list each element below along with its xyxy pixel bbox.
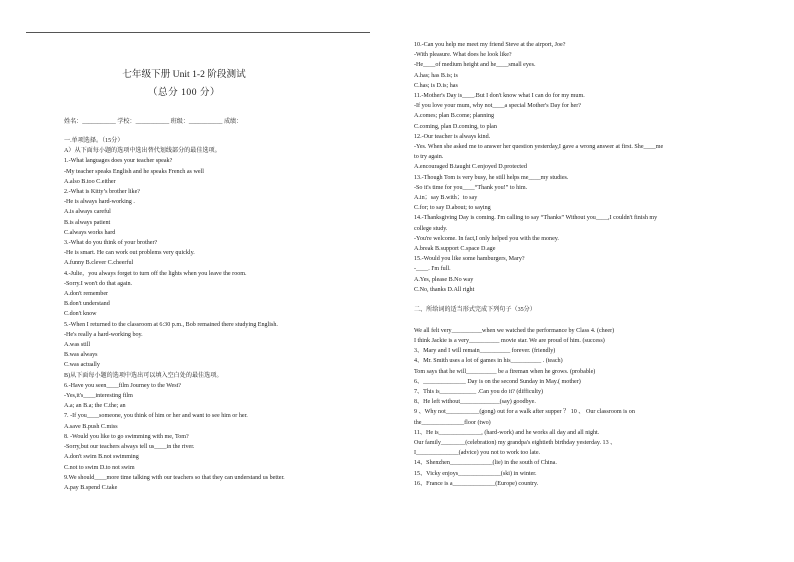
left-line: C.was actually xyxy=(64,362,100,369)
right-line: A.Yes, please B.No way xyxy=(414,276,474,283)
right-line: 二、所给词的适当形式完成下列句子（35分） xyxy=(414,307,536,314)
right-line: -____. I'm full. xyxy=(414,266,451,273)
right-line: A.in；say B.with；to say xyxy=(414,195,478,202)
left-line: -My teacher speaks English and he speaks French as well xyxy=(64,168,204,175)
left-line: -He is always hard-working . xyxy=(64,199,135,206)
right-line: 3、Mary and I will remain__________ forever. (friendly) xyxy=(414,348,556,355)
right-line: -If you love your mum, why not____a special Mother's Day for her? xyxy=(414,103,581,110)
left-line: -Yes,it's____interesting film xyxy=(64,393,133,400)
right-line xyxy=(414,315,754,325)
left-line: 5.-When I returned to the classroom at 6:30 p.m., Bob remained there studying English. xyxy=(64,321,278,328)
right-line: 11、He is______________, (hard-work) and he works all day and all night. xyxy=(414,429,600,436)
left-line: 2.-What is Kitty’s brother like? xyxy=(64,189,140,196)
left-line: -Sorry,but our teachers always tell us____in the river. xyxy=(64,444,195,451)
right-line: 11.-Mother's Day is____.But I don't know what I can do for my mum. xyxy=(414,93,585,100)
left-line: A.is always careful xyxy=(64,209,111,216)
left-line: 6.-Have you seen____film Journey to the West? xyxy=(64,382,182,389)
left-line: A.a; an B.a; the C.the; an xyxy=(64,403,126,410)
right-line: 8、He left without_____________(say) goodbye. xyxy=(414,399,536,406)
right-line: -With pleasure. What does he look like? xyxy=(414,52,512,59)
right-line: We all felt very__________when we watched the performance by Class 4. (cheer) xyxy=(414,327,615,334)
right-line: the______________floor (two) xyxy=(414,419,491,426)
left-line: B.was always xyxy=(64,352,98,359)
right-line: A.encouraged B.taught C.enjoyed D.protected xyxy=(414,164,527,171)
left-line: B.don't understand xyxy=(64,301,110,308)
right-line: to try again. xyxy=(414,154,444,161)
right-line: I think Jackie is a very__________ movie star. We are proud of him. (success) xyxy=(414,337,605,344)
left-line: A.don't swim B.not swimming xyxy=(64,454,139,461)
left-line: -He's really a hard-working boy. xyxy=(64,331,143,338)
right-line: A.comes; plan B.come; planning xyxy=(414,113,495,120)
right-line: Our family________(celebration) my grandpa's eightieth birthday yesterday. 13 、 xyxy=(414,439,617,446)
right-line: I______________(advice) you not to work too late. xyxy=(414,450,541,457)
right-line: A.has; has B.is; is xyxy=(414,72,458,79)
right-line: -He____of medium height and he____small eyes. xyxy=(414,62,536,69)
right-line: -Yes. When she asked me to answer her question yesterday,I gave a wrong answer at first. She____me xyxy=(414,144,664,151)
left-line: -He is smart. He can work out problems very quickly. xyxy=(64,250,195,257)
right-line: 7、This is____________ .Can you do it? (difficulty) xyxy=(414,388,544,395)
left-line: B.is always patient xyxy=(64,219,111,226)
left-line: C.always works hard xyxy=(64,229,116,236)
right-line: Tom says that he will__________ be a fireman when he grows. (probable) xyxy=(414,368,596,375)
right-line: -You're welcome. In fact,I only helped you with the money. xyxy=(414,235,559,242)
left-line: 8. -Would you like to go swimming with me, Tom? xyxy=(64,433,189,440)
right-line: 10.-Can you help me meet my friend Steve at the airport, Joe? xyxy=(414,42,566,48)
left-line: C.not to swim D.to not swim xyxy=(64,464,135,471)
right-line: -So it's time for you____“Thank you!” to him. xyxy=(414,184,528,191)
right-line: C.for; to say D.about; to saying xyxy=(414,205,491,212)
left-line: 9.We should____more time talking with our teachers so that they can understand us better. xyxy=(64,474,285,481)
right-line: 4、Mr. Smith uses a lot of games in his__________ . (teach) xyxy=(414,358,563,365)
right-line: C.No, thanks D.All right xyxy=(414,286,475,293)
right-line: 14.-Thanksgiving Day is coming. I'm calling to say “Thanks” Without you____,I couldn't finish my xyxy=(414,215,658,222)
left-line: A.funny B.clever C.cheerful xyxy=(64,260,134,267)
left-line: -Sorry.I won't do that again. xyxy=(64,280,133,287)
right-line: 14、Shenzhen______________(lie) in the south of China. xyxy=(414,460,557,467)
left-line: 1.-What languages does your teacher speak? xyxy=(64,158,173,165)
page-subtitle: （总分 100 分） xyxy=(147,87,221,98)
right-line: 13.-Though Tom is very busy, he still helps me____my studies. xyxy=(414,174,569,181)
right-line xyxy=(414,295,754,305)
left-line: A.also B.too C.either xyxy=(64,178,116,185)
right-line: C.coming, plan D.coming, to plan xyxy=(414,123,497,130)
left-line: A.was still xyxy=(64,342,91,349)
left-line: 4.-Julie，you always forget to turn off the lights when you leave the room. xyxy=(64,270,247,277)
left-line: A.don't remember xyxy=(64,291,109,298)
right-line: 16、France is a______________(Europe) country. xyxy=(414,480,539,487)
right-column xyxy=(414,40,754,489)
left-line: A.pay B.spend C.take xyxy=(64,484,118,491)
page-title: 七年级下册 Unit 1-2 阶段测试 xyxy=(122,69,246,80)
right-line: C.has; is D.is; has xyxy=(414,82,458,89)
right-line: 12.-Our teacher is always kind. xyxy=(414,133,491,140)
right-line: 15.-Would you like some hamburgers, Mary? xyxy=(414,256,525,263)
left-column xyxy=(64,136,384,493)
student-info-line: 姓名：___________ 学校：___________ 班级：___________ 成绩： xyxy=(64,119,243,125)
right-line: A.break B.support C.space D.age xyxy=(414,246,496,253)
left-line: 7. -If you____someone, you think of him or her and want to see him or her. xyxy=(64,413,248,420)
right-line: 9 、Why not___________(gong) out for a walk after supper ？ 10 、 Our classroom is on xyxy=(414,409,635,416)
top-rule xyxy=(26,32,370,33)
left-line: 一.单项选择。（15分） xyxy=(64,138,124,144)
left-line: C.don't know xyxy=(64,311,97,318)
left-line: A.save B.push C.miss xyxy=(64,423,118,430)
left-line: A）从下面每小题的选项中选出替代划线部分的最佳选项。 xyxy=(64,148,221,155)
left-line: 3.-What do you think of your brother? xyxy=(64,240,158,247)
right-line: 15、Vicky enjoys______________(ski) in winter. xyxy=(414,470,537,477)
left-line: B)从下面每小题的选项中选出可以填入空白处的最佳选项。 xyxy=(64,372,223,379)
right-line: college study. xyxy=(414,225,448,232)
right-line: 6、______________ Day is on the second Sunday in May.( mother) xyxy=(414,378,581,385)
